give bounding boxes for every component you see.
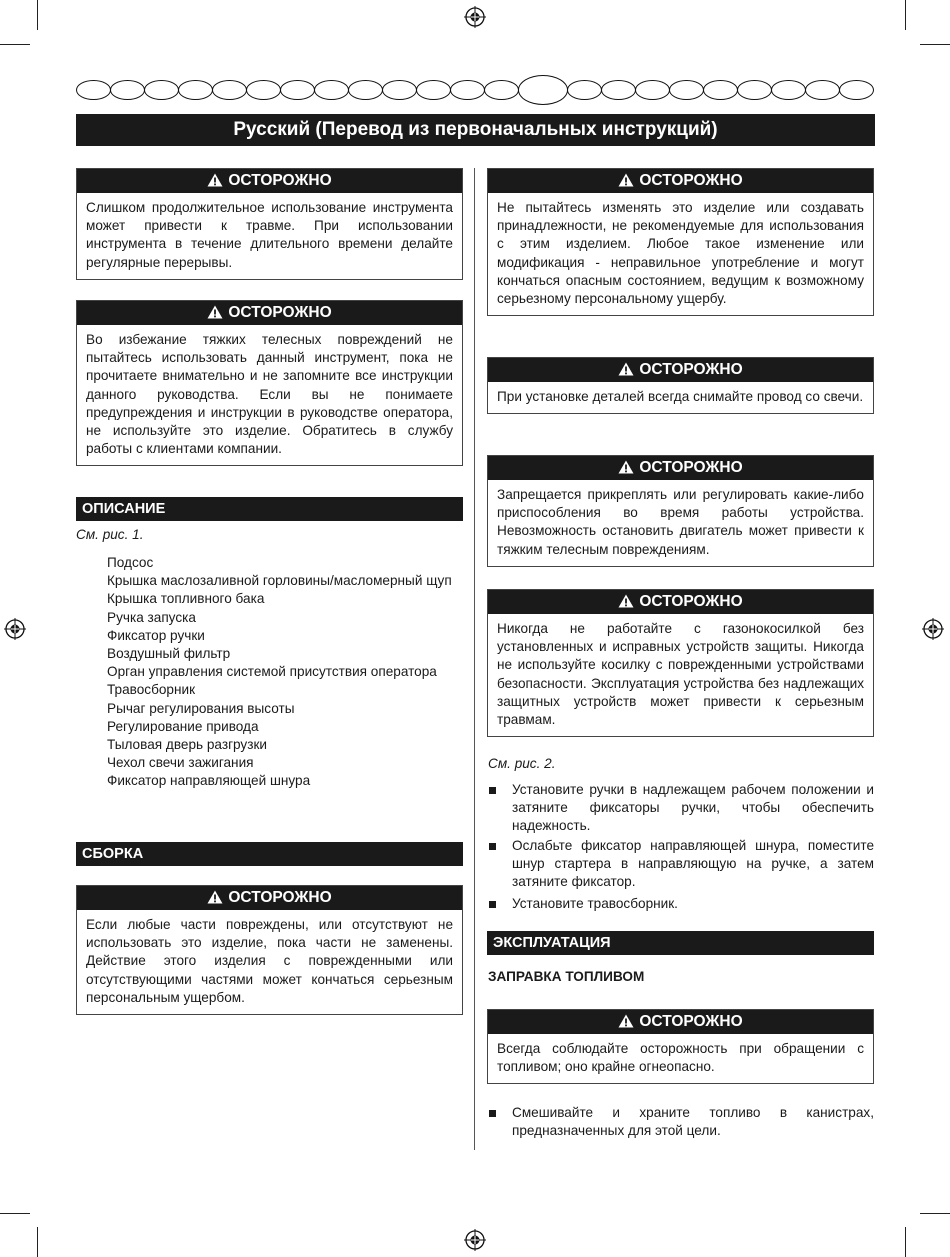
language-oval [178,80,213,100]
warning-triangle-icon [618,173,634,187]
language-oval [669,80,704,100]
section-heading-operation: ЭКСПЛУАТАЦИЯ [487,931,874,955]
bullet-text: Установите травосборник. [512,896,678,911]
figure-reference: См. рис. 2. [488,756,556,771]
list-item: Фиксатор направляющей шнура [107,773,311,789]
warning-box [76,300,463,466]
warning-header [77,301,462,325]
language-oval [635,80,670,100]
warning-header [77,886,462,910]
list-item: Крышка топливного бака [107,591,265,607]
list-item: Регулирование привода [107,718,259,734]
list-item: Подсос [107,555,154,570]
crop-mark [0,44,30,45]
section-heading-assembly: СБОРКА [76,842,463,866]
warning-label: ОСТОРОЖНО [228,889,332,906]
language-oval [280,80,315,100]
warning-header [488,358,873,382]
language-oval [771,80,806,100]
warning-text: Если любые части повреждены, или отсутствуют не использовать это изделие, пока части не заменены. Действие этого изделия с поврежденными или отсутствующими частями может кончаться серьезным персональным ущербом. [86,917,453,1005]
list-item [488,1104,874,1140]
bullet-square-icon [489,901,496,908]
language-oval [76,80,111,100]
language-oval [246,80,281,100]
subheading-refueling: ЗАПРАВКА ТОПЛИВОМ [488,969,645,984]
warning-triangle-icon [207,305,223,319]
language-oval [314,80,349,100]
page-title: Русский (Перевод из первоначальных инструкций) [76,114,875,146]
warning-text: Никогда не работайте с газонокосилкой без установленных и исправных устройств защиты. Никогда не используйте косилку с поврежденными устройствами безопасности. Эксплуатация устройства без надлежащих защитных устройств может привести к серьезным травмам. [497,621,864,728]
crop-mark [905,0,906,30]
warning-label: ОСТОРОЖНО [639,172,743,189]
registration-mark-icon [464,6,486,28]
warning-label: ОСТОРОЖНО [639,459,743,476]
list-item: Фиксатор ручки [107,627,205,643]
warning-text: При установке деталей всегда снимайте провод со свечи. [497,389,864,404]
warning-header [77,169,462,193]
list-item: Тыловая дверь разгрузки [107,737,268,753]
registration-mark-icon [4,618,26,640]
warning-box [487,168,874,316]
crop-mark [37,0,38,30]
language-oval [567,80,602,100]
language-oval [484,80,519,100]
warning-text: Запрещается прикреплять или регулировать какие-либо приспособления во время работы устройства. Невозможность остановить двигатель может привести к тяжким телесным повреждениям. [497,487,864,557]
warning-triangle-icon [618,362,634,376]
warning-box [487,357,874,414]
warning-triangle-icon [618,594,634,608]
warning-box [487,589,874,737]
warning-box [76,885,463,1015]
list-item: Рычаг регулирования высоты [107,700,295,716]
bullet-text: Установите ручки в надлежащем рабочем положении и затяните фиксаторы ручки, чтобы обеспечить надежность. [512,782,874,834]
language-oval [450,80,485,100]
crop-mark [37,1227,38,1257]
section-heading-description: ОПИСАНИЕ [76,497,463,521]
registration-mark-icon [922,618,944,640]
warning-triangle-icon [207,173,223,187]
list-item [488,837,874,892]
registration-mark-icon [464,1229,486,1251]
bullet-square-icon [489,843,496,850]
language-tabs-strip [76,80,876,102]
warning-box [76,168,463,280]
bullet-square-icon [489,787,496,794]
warning-label: ОСТОРОЖНО [228,172,332,189]
warning-triangle-icon [618,460,634,474]
warning-text: Не пытайтесь изменять это изделие или создавать принадлежности, не рекомендуемые для использования с этим изделием. Любое такое изменение или модификация - неправильное употребление и могут кончаться опасным состоянием, ведущим к возможному серьезному персональному ущербу. [497,200,864,307]
language-oval [737,80,772,100]
language-oval [144,80,179,100]
crop-mark [0,1213,30,1214]
warning-header [488,456,873,480]
language-oval [703,80,738,100]
list-item: Чехол свечи зажигания [107,755,254,771]
warning-box [487,1009,874,1084]
list-item: Крышка маслозаливной горловины/масломерный щуп [107,573,452,589]
language-oval [110,80,145,100]
language-oval [839,80,874,100]
warning-text: Во избежание тяжких телесных повреждений не пытайтесь использовать данный инструмент, пока не прочитаете внимательно и не запомните все инструкции данного руководства. Если вы не понимаете предупреждения и инструкции в руководстве оператора, не используйте это изделие. Обратитесь в службу работы с клиентами компании. [86,332,453,457]
figure-reference: См. рис. 1. [76,527,144,542]
crop-mark [920,1213,950,1214]
list-item [488,895,874,913]
language-oval-active [518,75,568,105]
list-item: Травосборник [107,682,196,698]
language-oval [601,80,636,100]
warning-header [488,169,873,193]
list-item: Ручка запуска [107,609,196,625]
warning-triangle-icon [618,1014,634,1028]
warning-box [487,455,874,567]
warning-label: ОСТОРОЖНО [639,361,743,378]
list-item: Воздушный фильтр [107,646,231,662]
warning-label: ОСТОРОЖНО [228,304,332,321]
warning-header [488,590,873,614]
warning-label: ОСТОРОЖНО [639,593,743,610]
bullet-text: Смешивайте и храните топливо в канистрах, предназначенных для этой цели. [512,1105,874,1139]
list-item [488,781,874,836]
warning-label: ОСТОРОЖНО [639,1013,743,1030]
warning-header [488,1010,873,1034]
language-oval [348,80,383,100]
language-oval [416,80,451,100]
warning-text: Слишком продолжительное использование инструмента может привести к травме. При использовании инструмента в течение длительного времени делайте регулярные перерывы. [86,200,453,270]
bullet-text: Ослабьте фиксатор направляющей шнура, поместите шнур стартера в направляющую на ручке, а затем затяните фиксатор. [512,838,874,890]
crop-mark [920,44,950,45]
crop-mark [905,1227,906,1257]
language-oval [212,80,247,100]
language-oval [382,80,417,100]
warning-text: Всегда соблюдайте осторожность при обращении с топливом; оно крайне огнеопасно. [497,1041,864,1075]
bullet-square-icon [489,1110,496,1117]
language-oval [805,80,840,100]
parts-list [107,554,463,791]
warning-triangle-icon [207,890,223,904]
column-divider [474,168,475,1150]
list-item: Орган управления системой присутствия оператора [107,664,437,680]
